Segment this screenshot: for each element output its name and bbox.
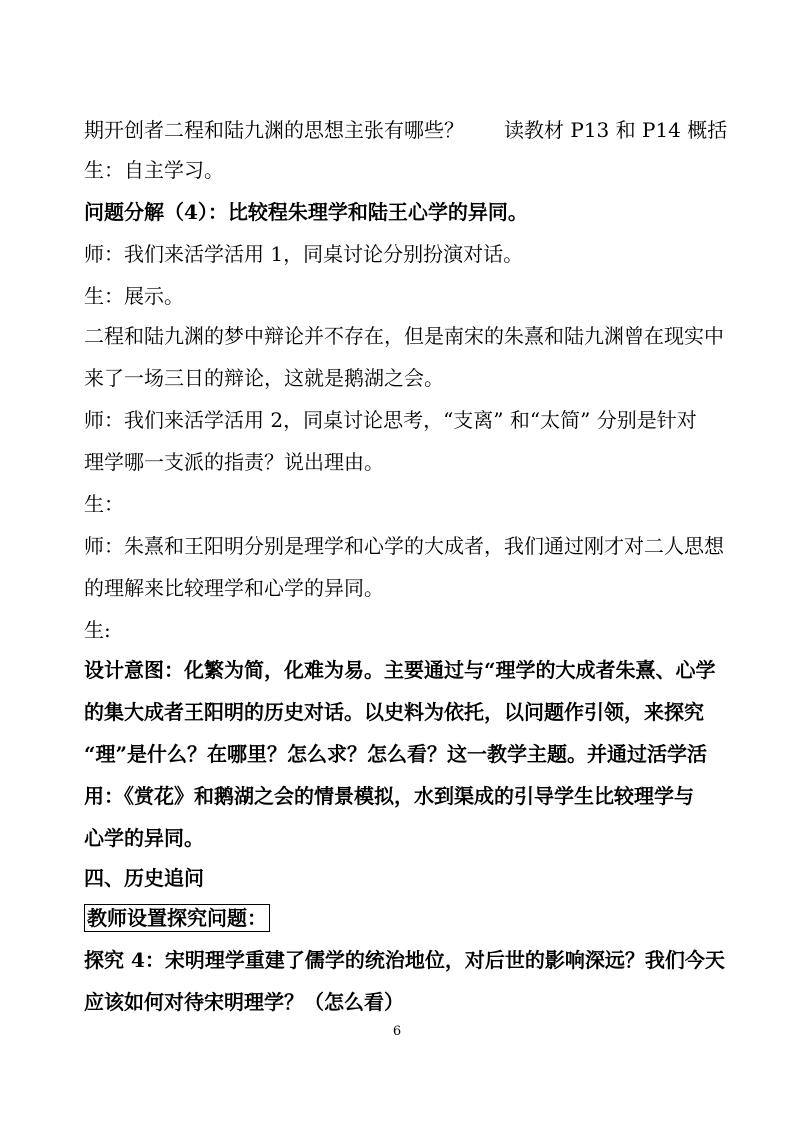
text-line: 的理解来比较理学和心学的异同。 bbox=[84, 576, 384, 600]
instruction-text: 读教材 P13 和 P14 概括 bbox=[504, 118, 728, 142]
design-intent-line: 设计意图：化繁为简，化难为易。主要通过与“理学的大成者朱熹、心学 bbox=[84, 658, 716, 682]
page-number: 6 bbox=[392, 1024, 402, 1039]
design-intent-line: 心学的异同。 bbox=[84, 826, 204, 850]
boxed-heading: 教师设置探究问题： bbox=[84, 904, 270, 932]
inquiry-line: 探究 4：宋明理学重建了儒学的统治地位，对后世的影响深远？我们今天 bbox=[84, 948, 725, 972]
text-line: 二程和陆九渊的梦中辩论并不存在，但是南宋的朱熹和陆九渊曾在现实中 bbox=[84, 324, 724, 348]
text-line: 理学哪一支派的指责？说出理由。 bbox=[84, 450, 384, 474]
text-line: 师：朱熹和王阳明分别是理学和心学的大成者，我们通过刚才对二人思想 bbox=[84, 534, 724, 558]
question-text: 期开创者二程和陆九渊的思想主张有哪些？ bbox=[84, 118, 464, 142]
inquiry-line: 应该如何对待宋明理学？（怎么看） bbox=[84, 990, 404, 1014]
text-line: 师：我们来活学活用 2，同桌讨论思考，“支离” 和“太简” 分别是针对 bbox=[84, 408, 697, 432]
text-line bbox=[84, 116, 727, 144]
boxed-heading-line bbox=[84, 904, 270, 932]
text-line: 生：展示。 bbox=[84, 284, 184, 308]
design-intent-line: “理”是什么？在哪里？怎么求？怎么看？这一教学主题。并通过活学活 bbox=[84, 742, 708, 766]
question-heading: 问题分解（4）：比较程朱理学和陆王心学的异同。 bbox=[84, 200, 528, 224]
text-line: 生：自主学习。 bbox=[84, 158, 224, 182]
text-line: 生: bbox=[84, 618, 111, 642]
design-intent-line: 用：《赏花》和鹅湖之会的情景模拟，水到渠成的引导学生比较理学与 bbox=[84, 784, 694, 808]
text-line: 师：我们来活学活用 1，同桌讨论分别扮演对话。 bbox=[84, 242, 524, 266]
text-line: 来了一场三日的辩论，这就是鹅湖之会。 bbox=[84, 366, 444, 390]
text-line: 生： bbox=[84, 492, 124, 516]
section-heading: 四、历史追问 bbox=[84, 866, 204, 890]
design-intent-line: 的集大成者王阳明的历史对话。以史料为依托，以问题作引领，来探究 bbox=[84, 700, 704, 724]
